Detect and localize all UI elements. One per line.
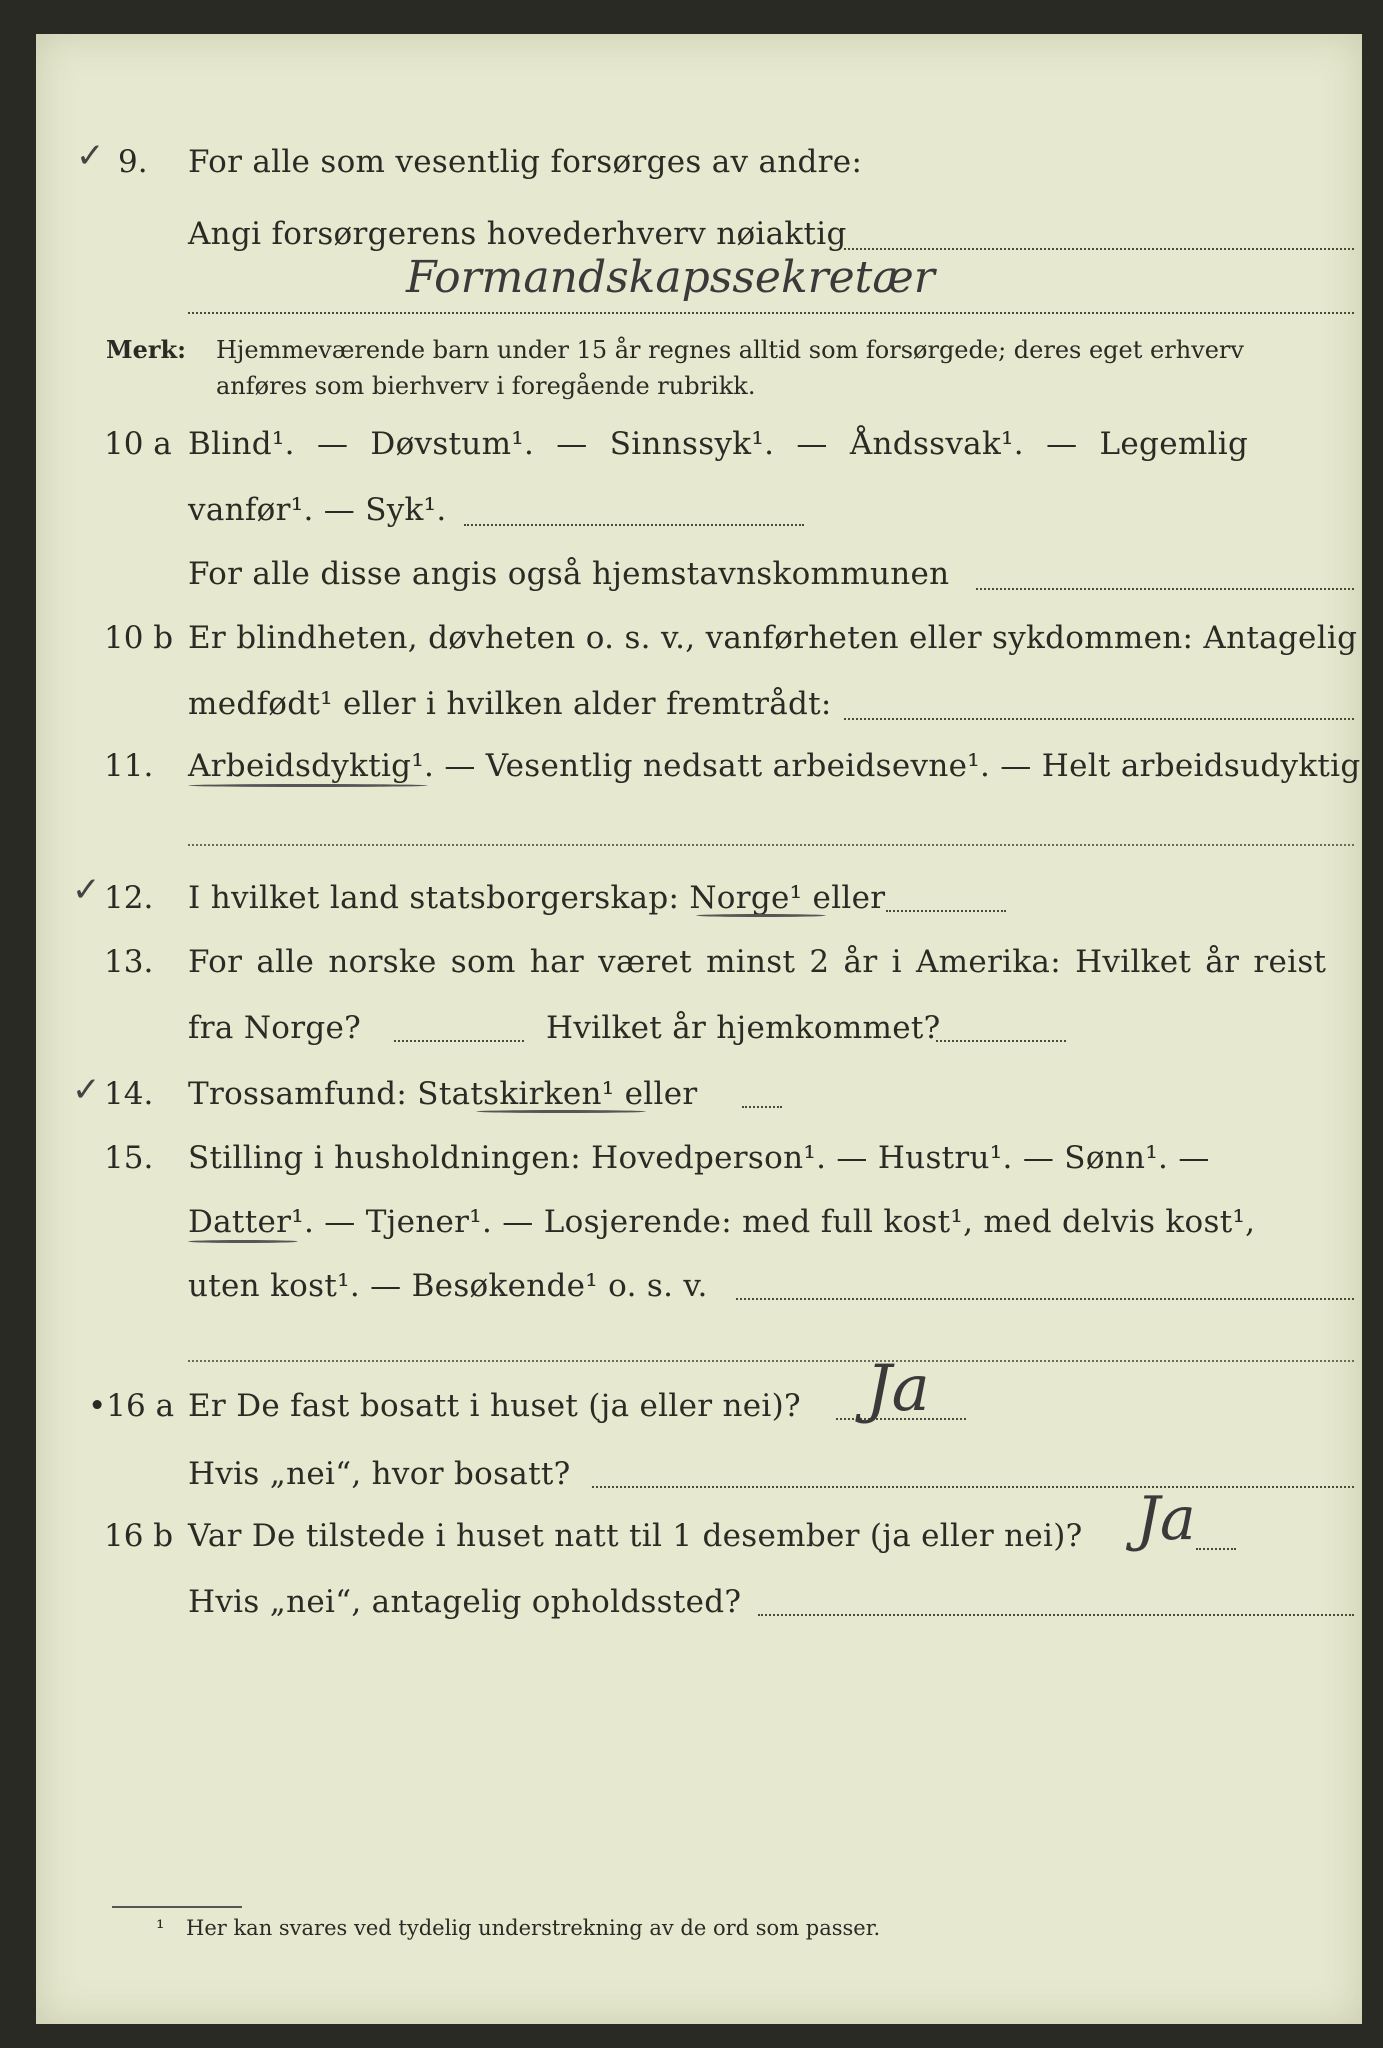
answer-line: [936, 1040, 1066, 1042]
answer-line: [592, 1486, 1354, 1488]
answer-line: [1196, 1548, 1236, 1550]
answer-line: [188, 312, 1354, 314]
underline-mark: [188, 784, 428, 787]
q9-number: 9.: [118, 144, 148, 180]
q16a-line2: Hvis „nei“, hvor bosatt?: [188, 1456, 571, 1492]
answer-line: [188, 1360, 1354, 1362]
q15-line2: Datter¹. — Tjener¹. — Losjerende: med full kost¹, med delvis kost¹,: [188, 1204, 1256, 1240]
q9-handwritten-answer: Formandskapssekretær: [406, 252, 935, 303]
q13-line1: For alle norske som har været minst 2 år i Amerika: Hvilket år reist: [188, 944, 1327, 980]
q9-line1: For alle som vesentlig forsørges av andre:: [188, 144, 863, 180]
q15-number: 15.: [104, 1140, 154, 1176]
q10b-number: 10 b: [104, 620, 174, 656]
q16a-line1: Er De fast bosatt i huset (ja eller nei)?: [188, 1388, 801, 1424]
census-form-page: [36, 34, 1383, 2024]
q10a-line2: vanfør¹. — Syk¹.: [188, 492, 447, 528]
q10a-number: 10 a: [104, 426, 172, 462]
q13-number: 13.: [104, 944, 154, 980]
q10a-line3: For alle disse angis også hjemstavnskommunen: [188, 556, 950, 592]
footnote-text: Her kan svares ved tydelig understrekning av de ord som passer.: [186, 1916, 881, 1940]
q16b-line2: Hvis „nei“, antagelig opholdssted?: [188, 1584, 742, 1620]
answer-line: [188, 844, 1354, 846]
merk-label: Merk:: [106, 335, 186, 364]
underline-mark: [188, 1240, 298, 1243]
q12-line1: I hvilket land statsborgerskap: Norge¹ eller: [188, 880, 886, 916]
q13-line2b: Hvilket år hjemkommet?: [546, 1010, 941, 1046]
q11-line1: Arbeidsdyktig¹. — Vesentlig nedsatt arbeidsevne¹. — Helt arbeidsudyktig¹.: [188, 748, 1383, 784]
q10b-line1: Er blindheten, døvheten o. s. v., vanførheten eller sykdommen: Antagelig: [188, 620, 1358, 656]
answer-line: [976, 588, 1354, 590]
q15-line1: Stilling i husholdningen: Hovedperson¹. — Hustru¹. — Sønn¹. —: [188, 1140, 1210, 1176]
q16a-handwritten-answer: Ja: [866, 1352, 930, 1426]
answer-line: [886, 910, 1006, 912]
answer-line: [758, 1614, 1354, 1616]
answer-line: [844, 248, 1354, 250]
q12-number: 12.: [104, 880, 154, 916]
answer-line: [464, 524, 804, 526]
q14-line1: Trossamfund: Statskirken¹ eller: [188, 1076, 698, 1112]
q13-line2a: fra Norge?: [188, 1010, 362, 1046]
q11-number: 11.: [104, 748, 154, 784]
underline-mark: [476, 1110, 646, 1113]
q15-line3: uten kost¹. — Besøkende¹ o. s. v.: [188, 1268, 708, 1304]
q9-line2: Angi forsørgerens hovederhverv nøiaktig: [188, 216, 847, 252]
merk-line1: Hjemmeværende barn under 15 år regnes alltid som forsørgede; deres eget erhverv: [216, 336, 1244, 364]
q10a-line1: Blind¹. — Døvstum¹. — Sinnssyk¹. — Åndssvak¹. — Legemlig: [188, 426, 1249, 462]
checkmark-icon: ✓: [76, 136, 105, 176]
checkmark-icon: ✓: [72, 1070, 101, 1110]
underline-mark: [696, 914, 826, 917]
q14-number: 14.: [104, 1076, 154, 1112]
answer-line: [844, 718, 1354, 720]
q16a-number: •16 a: [88, 1388, 175, 1424]
q16b-line1: Var De tilstede i huset natt til 1 desember (ja eller nei)?: [188, 1518, 1083, 1554]
q16b-number: 16 b: [104, 1518, 174, 1554]
q16b-handwritten-answer: Ja: [1136, 1484, 1196, 1554]
footnote-rule: [112, 1906, 242, 1908]
checkmark-icon: ✓: [72, 870, 101, 910]
answer-line: [394, 1040, 524, 1042]
footnote-marker: ¹: [156, 1916, 165, 1940]
answer-line: [742, 1106, 782, 1108]
merk-line2: anføres som bierhverv i foregående rubrikk.: [216, 372, 756, 400]
q10b-line2: medfødt¹ eller i hvilken alder fremtrådt:: [188, 686, 832, 722]
answer-line: [736, 1298, 1354, 1300]
